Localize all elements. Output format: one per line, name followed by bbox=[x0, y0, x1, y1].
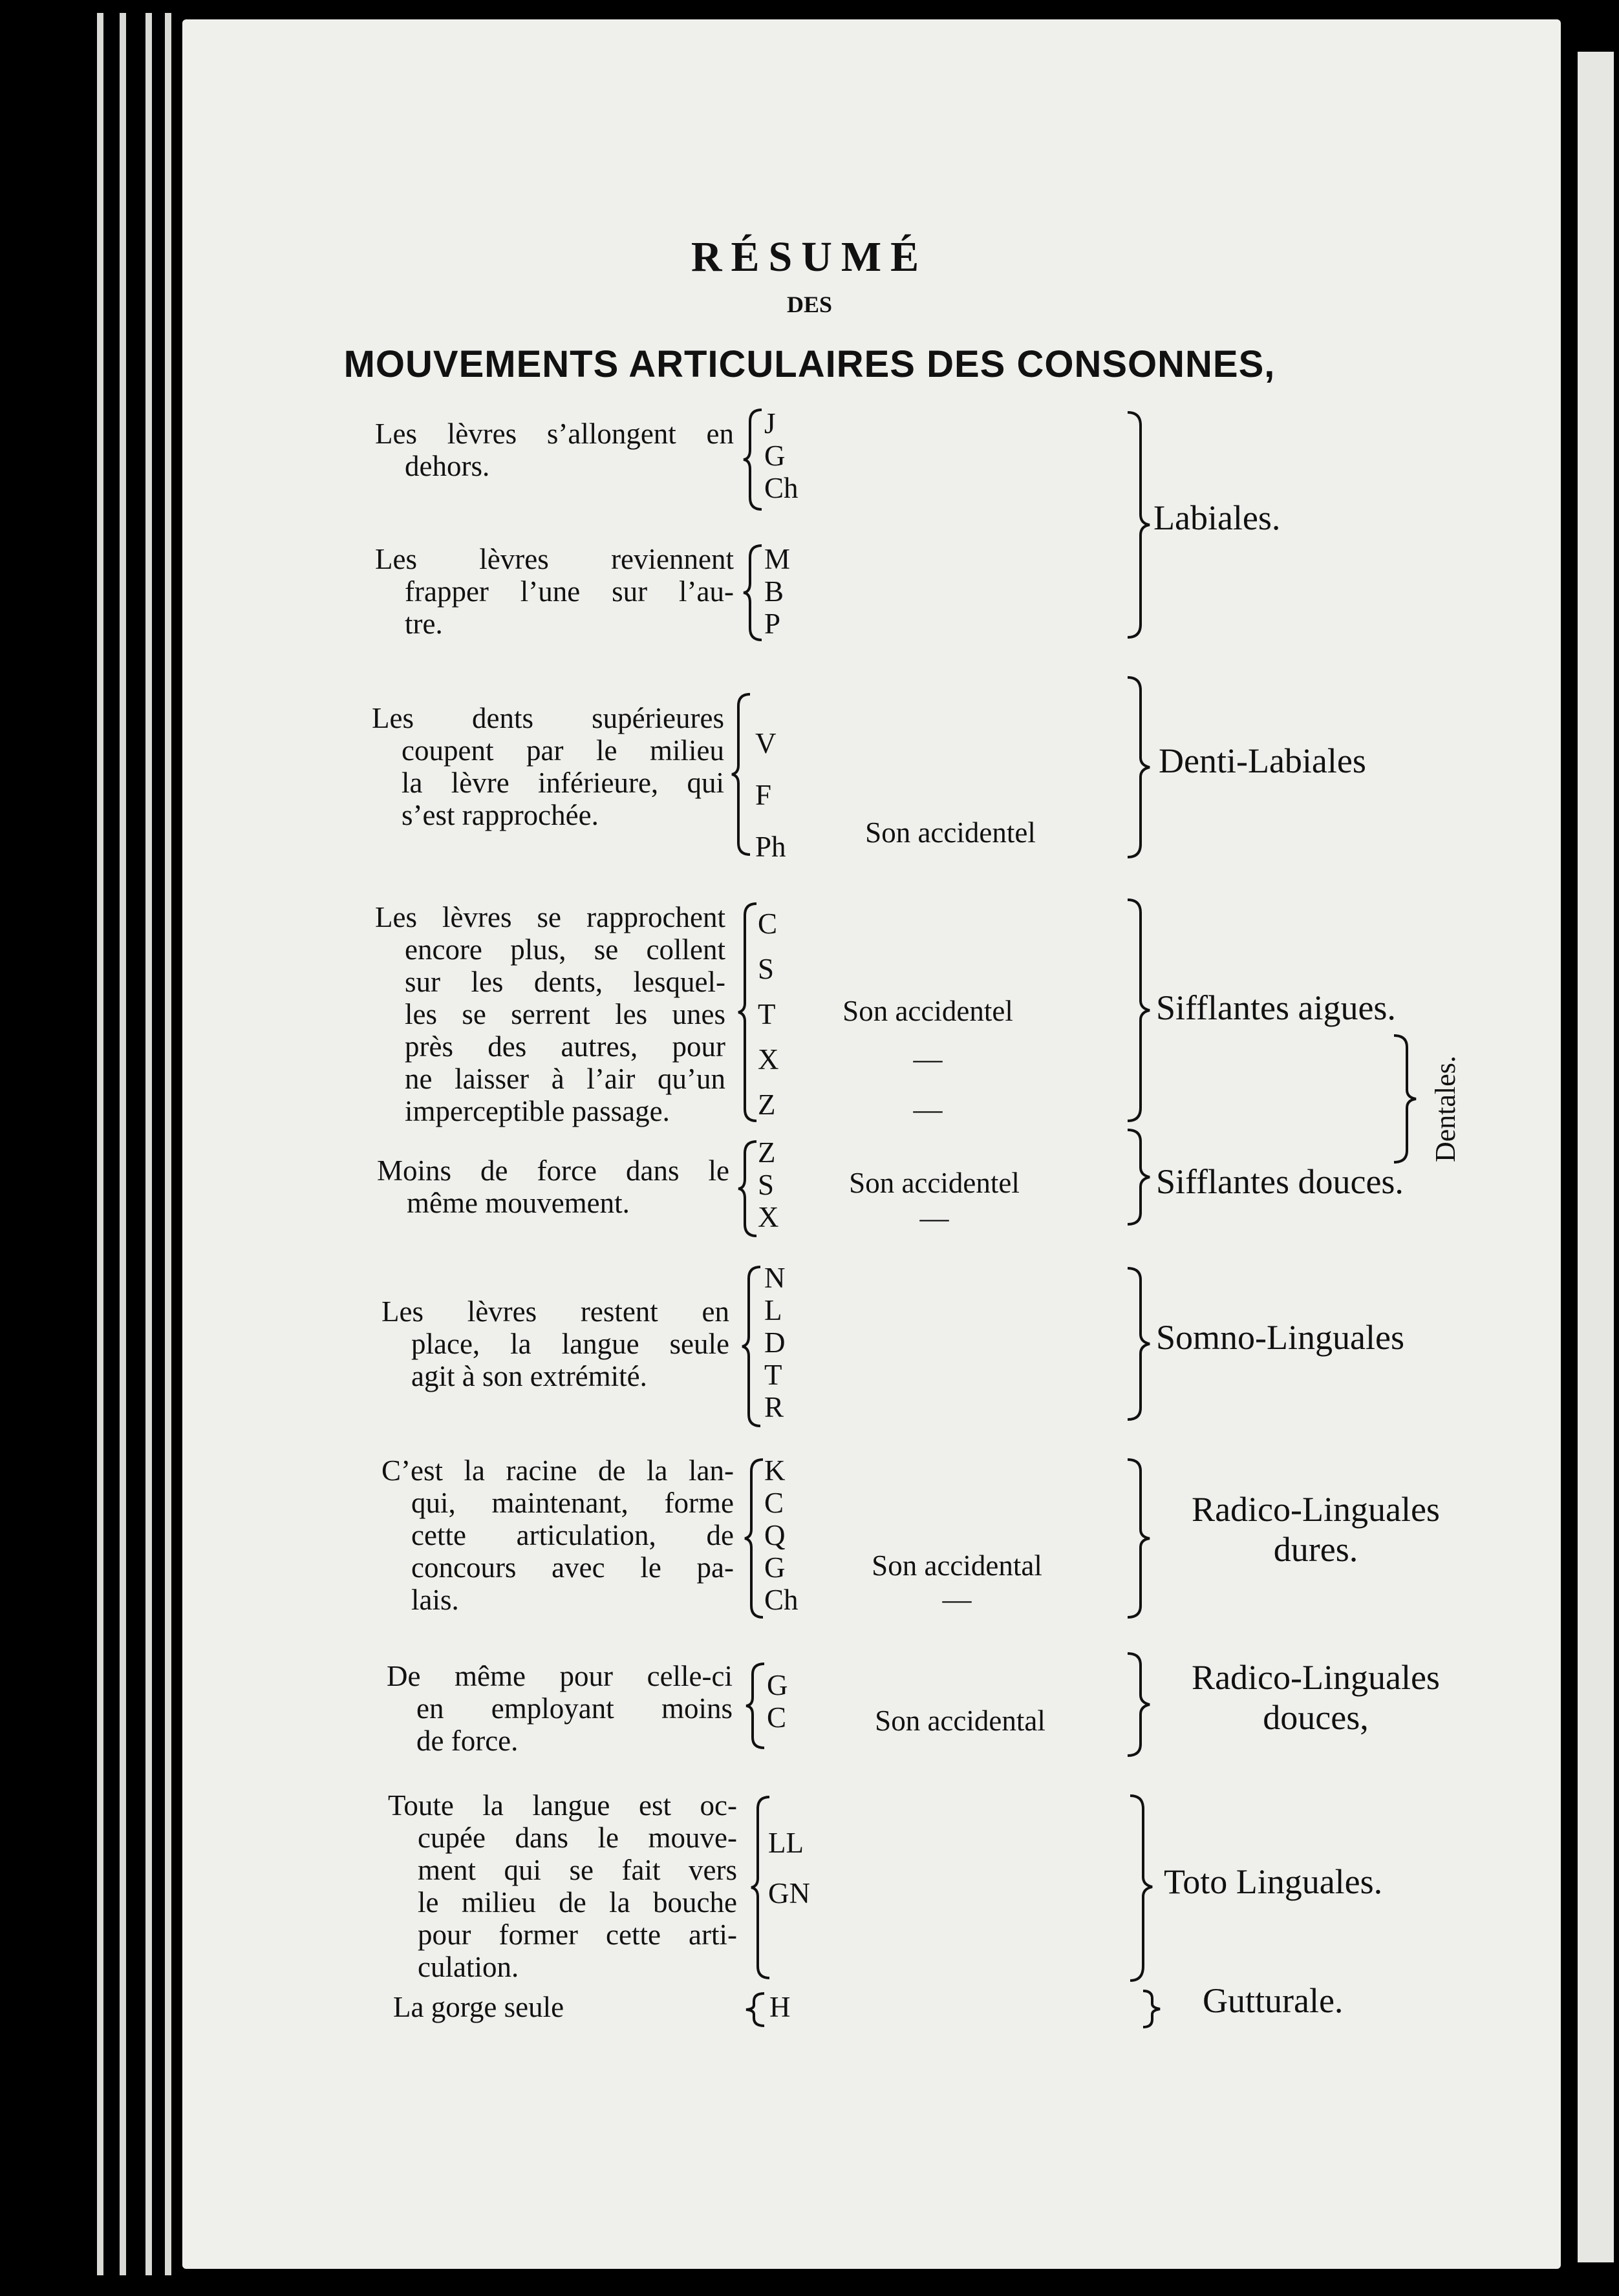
left-brace bbox=[744, 1458, 769, 1619]
group-letters: V F Ph bbox=[755, 727, 786, 863]
left-brace bbox=[731, 693, 756, 856]
right-brace bbox=[1125, 1129, 1153, 1226]
group-description: Les lèvres s’allongent en dehors. bbox=[375, 418, 734, 482]
group-description: C’est la racine de la lan- qui, maintenant, forme cette articulation, de concours avec le pa- lais. bbox=[381, 1454, 734, 1616]
left-brace bbox=[742, 544, 768, 641]
group-letters: C S T X Z bbox=[758, 908, 779, 1121]
note-son-accidental: Son accidental bbox=[875, 1705, 1045, 1737]
note-son-accidental: Son accidental bbox=[872, 1549, 1042, 1582]
note-dash: — bbox=[942, 1583, 972, 1615]
group-description: Toute la langue est oc- cupée dans le mouve- ment qui se fait vers le milieu de la bouche pour former cette arti- culation. bbox=[388, 1789, 737, 1983]
group-description: Les dents supérieures coupent par le milieu la lèvre inférieure, qui s’est rapprochée. bbox=[372, 702, 724, 831]
note-dash: — bbox=[913, 1093, 943, 1125]
group-description: Les lèvres reviennent frapper l’une sur l’au- tre. bbox=[375, 543, 734, 640]
right-brace bbox=[1128, 1794, 1156, 1982]
category-toto-linguales: Toto Linguales. bbox=[1164, 1862, 1383, 1901]
left-brace bbox=[742, 409, 768, 511]
page-subtitle: DES bbox=[786, 292, 833, 317]
group-description: La gorge seule bbox=[393, 1991, 564, 2023]
group-description: Moins de force dans le même mouvement. bbox=[377, 1154, 729, 1219]
note-son-accidentel: Son accidentel bbox=[842, 995, 1013, 1027]
note-dash: — bbox=[919, 1202, 949, 1234]
group-description: Les lèvres restent en place, la langue seule agit à son extrémité. bbox=[381, 1295, 729, 1392]
group-description: Les lèvres se rapprochent encore plus, se collent sur les dents, lesquel- les se serrent les unes près des autres, pour ne laisser à l’air qu’un imperceptible passage. bbox=[375, 901, 725, 1127]
page-title: RÉSUMÉ bbox=[691, 233, 928, 281]
group-letters: G C bbox=[767, 1669, 788, 1734]
right-brace bbox=[1125, 898, 1153, 1122]
category-dentales: Dentales. bbox=[1430, 1056, 1461, 1162]
category-sifflantes-douces: Sifflantes douces. bbox=[1156, 1162, 1404, 1201]
group-letters: J G Ch bbox=[764, 407, 799, 504]
category-denti-labiales: Denti-Labiales bbox=[1159, 741, 1366, 780]
right-brace bbox=[1125, 411, 1153, 639]
left-brace bbox=[737, 902, 763, 1122]
right-brace bbox=[1125, 676, 1153, 858]
right-brace bbox=[1125, 1458, 1153, 1619]
category-somno-linguales: Somno-Linguales bbox=[1156, 1318, 1404, 1357]
note-son-accidentel: Son accidentel bbox=[865, 816, 1036, 849]
left-brace bbox=[745, 1992, 771, 2027]
group-letters: Z S X bbox=[758, 1136, 779, 1233]
category-gutturale: Gutturale. bbox=[1203, 1981, 1344, 2020]
right-brace bbox=[1125, 1652, 1153, 1757]
right-brace bbox=[1125, 1267, 1153, 1421]
category-labiales: Labiales. bbox=[1153, 498, 1281, 537]
note-son-accidentel: Son accidentel bbox=[849, 1167, 1020, 1199]
group-letters: N L D T R bbox=[764, 1262, 786, 1423]
category-sifflantes-aigues: Sifflantes aigues. bbox=[1156, 988, 1396, 1027]
group-letters: H bbox=[769, 1991, 791, 2023]
group-letters: M B P bbox=[764, 543, 791, 640]
note-dash: — bbox=[913, 1043, 943, 1075]
group-letters: LL GN bbox=[768, 1827, 810, 1909]
left-brace bbox=[745, 1663, 771, 1749]
page-heading: MOUVEMENTS ARTICULAIRES DES CONSONNES, bbox=[343, 343, 1276, 385]
left-brace bbox=[750, 1796, 776, 1979]
left-brace bbox=[741, 1266, 767, 1427]
category-radico-linguales-douces: Radico-Linguales douces, bbox=[1192, 1658, 1440, 1737]
dentales-brace bbox=[1391, 1034, 1420, 1164]
category-radico-linguales-dures: Radico-Linguales dures. bbox=[1192, 1490, 1440, 1569]
group-description: De même pour celle-ci en employant moins de force. bbox=[387, 1660, 733, 1757]
group-letters: K C Q G Ch bbox=[764, 1454, 799, 1616]
right-brace bbox=[1141, 1990, 1166, 2028]
left-brace bbox=[737, 1140, 763, 1237]
